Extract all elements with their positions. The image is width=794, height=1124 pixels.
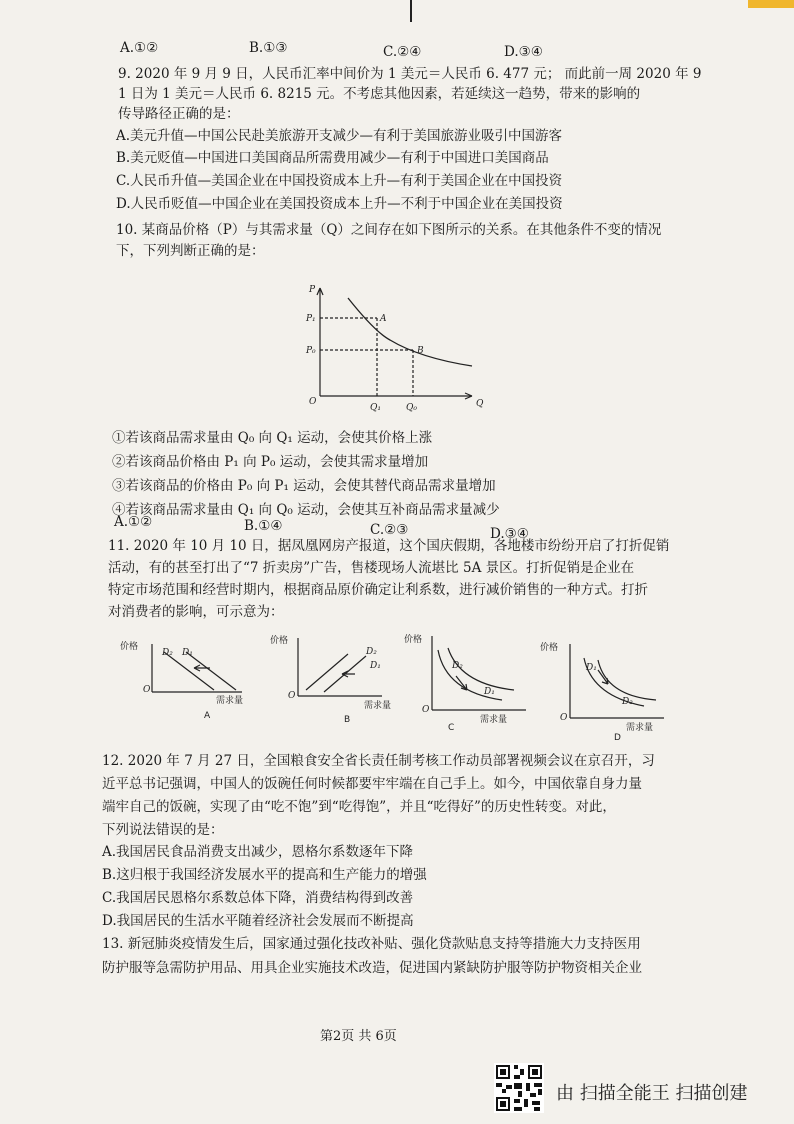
q10-statement-3: ③若该商品的价格由 P₀ 向 P₁ 运动，会使其替代商品需求量增加 xyxy=(112,478,496,494)
graph-curve-label: D₂ xyxy=(452,661,463,671)
q10-option-b: B.①④ xyxy=(244,518,283,534)
graph-x-label: 需求量 xyxy=(480,715,508,725)
graph-q0: Q₀ xyxy=(406,403,417,413)
graph-x-label: 需求量 xyxy=(216,696,244,706)
q11-stem-line: 11. 2020 年 10 月 10 日，据凤凰网房产报道，这个国庆假期，各地楼市纷纷开启了打折促销 xyxy=(108,538,670,554)
graph-curve-label: D₂ xyxy=(162,648,173,658)
supply-line-d2 xyxy=(306,654,348,690)
q10-option-a: A.①② xyxy=(114,514,153,530)
graph-origin: O xyxy=(309,397,317,407)
page-number: 第2页 共 6页 xyxy=(320,1029,397,1044)
graph-y-label: 价格 xyxy=(540,643,559,653)
q11-stem-line: 特定市场范围和经营时期内，根据商品原价确定让利系数，进行减价销售的一种方式。打折 xyxy=(108,582,648,598)
shift-arrow xyxy=(342,671,355,677)
graph-point-b: B xyxy=(417,346,424,356)
q11-graph-d xyxy=(540,636,670,743)
graph-letter: D xyxy=(614,733,621,743)
q12-option-b: B.这归根于我国经济发展水平的提高和生产能力的增强 xyxy=(102,867,427,883)
graph-y-label: 价格 xyxy=(270,636,289,646)
q10-option-c: C.②③ xyxy=(370,522,409,538)
q10-demand-graph xyxy=(300,278,490,418)
qr-code-icon xyxy=(494,1063,544,1113)
q9-option-c: C.人民币升值—美国企业在中国投资成本上升—有利于美国企业在中国投资 xyxy=(116,173,563,189)
q8-option-d: D.③④ xyxy=(504,44,543,60)
q9-stem-line: 传导路径正确的是： xyxy=(118,106,240,122)
graph-curve-label: D₁ xyxy=(370,661,381,671)
graph-curve-label: D₂ xyxy=(622,697,633,707)
q11-graph-a xyxy=(118,640,248,722)
q8-option-b: B.①③ xyxy=(249,40,288,56)
q10-statement-2: ②若该商品价格由 P₁ 向 P₀ 运动，会使其需求量增加 xyxy=(112,454,429,470)
graph-p0: P₀ xyxy=(306,346,316,356)
graph-q1: Q₁ xyxy=(370,403,381,413)
graph-curve-label: D₂ xyxy=(366,647,377,657)
graph-origin: O xyxy=(143,685,151,695)
binding-line xyxy=(410,0,412,22)
graph-point-a: A xyxy=(380,314,387,324)
shift-arrow xyxy=(194,665,210,671)
graph-curve-label: D₁ xyxy=(182,648,193,658)
graph-x-label: 需求量 xyxy=(626,723,654,733)
q11-stem-line: 对消费者的影响，可示意为： xyxy=(108,604,284,620)
q13-stem-line: 防护服等急需防护用品、用具企业实施技术改造，促进国内紧缺防护服等防护物资相关企业 xyxy=(102,960,642,976)
graph-y-label: 价格 xyxy=(404,635,423,645)
q9-option-b: B.美元贬值—中国进口美国商品所需费用减少—有利于中国进口美国商品 xyxy=(116,150,549,166)
graph-origin: O xyxy=(288,691,296,701)
demand-line-d1 xyxy=(186,652,236,690)
q9-option-d: D.人民币贬值—中国企业在美国投资成本上升—不利于中国企业在美国投资 xyxy=(116,196,563,212)
q12-stem-line: 12. 2020 年 7 月 27 日，全国粮食安全省长责任制考核工作动员部署视频会议在京召开，习 xyxy=(102,753,655,769)
q9-option-a: A.美元升值—中国公民赴美旅游开支减少—有利于美国旅游业吸引中国游客 xyxy=(116,128,563,144)
q8-option-a: A.①② xyxy=(120,40,159,56)
demand-curve xyxy=(348,298,472,366)
graph-letter: C xyxy=(448,723,455,733)
graph-origin: O xyxy=(422,705,430,715)
q10-option-d: D.③④ xyxy=(490,526,529,542)
demand-curve-d2 xyxy=(598,660,656,700)
q10-statement-4: ④若该商品需求量由 Q₁ 向 Q₀ 运动，会使其互补商品需求量减少 xyxy=(112,502,500,518)
corner-mark xyxy=(748,0,794,8)
q9-stem-line: 9. 2020 年 9 月 9 日，人民币汇率中间价为 1 美元＝人民币 6. 477 元； 而此前一周 2020 年 9 xyxy=(118,66,702,82)
q12-option-a: A.我国居民食品消费支出减少，恩格尔系数逐年下降 xyxy=(102,844,414,860)
q12-stem-line: 近平总书记强调，中国人的饭碗任何时候都要牢牢端在自己手上。如今，中国依靠自身力量 xyxy=(102,776,642,792)
graph-x-label: 需求量 xyxy=(364,701,392,711)
q11-graph-c xyxy=(402,632,532,732)
q10-statement-1: ①若该商品需求量由 Q₀ 向 Q₁ 运动，会使其价格上涨 xyxy=(112,430,433,446)
q11-stem-line: 活动，有的甚至打出了“7 折卖房”广告，售楼现场人流堪比 5A 景区。打折促销是企业在 xyxy=(108,560,635,576)
graph-y-label: 价格 xyxy=(120,642,139,652)
q10-stem-line: 下，下列判断正确的是： xyxy=(116,243,265,259)
q12-option-c: C.我国居民恩格尔系数总体下降，消费结构得到改善 xyxy=(102,890,414,906)
q13-stem-line: 13. 新冠肺炎疫情发生后，国家通过强化技改补贴、强化贷款贴息支持等措施大力支持医用 xyxy=(102,936,641,952)
graph-curve-label: D₁ xyxy=(484,687,495,697)
q10-stem-line: 10. 某商品价格（P）与其需求量（Q）之间存在如下图所示的关系。在其他条件不变的情况 xyxy=(116,222,662,238)
q8-option-c: C.②④ xyxy=(383,44,422,60)
scanner-watermark: 由 扫描全能王 扫描创建 xyxy=(556,1083,748,1104)
q9-stem-line: 1 日为 1 美元＝人民币 6. 8215 元。不考虑其他因素，若延续这一趋势，带来的影响的 xyxy=(118,86,641,102)
graph-origin: O xyxy=(560,713,568,723)
q12-option-d: D.我国居民的生活水平随着经济社会发展而不断提高 xyxy=(102,913,414,929)
graph-axis-p: P xyxy=(309,285,316,295)
graph-axis-q: Q xyxy=(476,399,484,409)
graph-letter: B xyxy=(344,715,351,725)
graph-curve-label: D₁ xyxy=(586,663,597,673)
q11-graph-b xyxy=(258,634,392,726)
q12-stem-line: 端牢自己的饭碗，实现了由“吃不饱”到“吃得饱”，并且“吃得好”的历史性转变。对此， xyxy=(102,799,616,815)
q12-stem-line: 下列说法错误的是： xyxy=(102,822,224,838)
graph-letter: A xyxy=(204,711,211,721)
graph-p1: P₁ xyxy=(306,314,316,324)
